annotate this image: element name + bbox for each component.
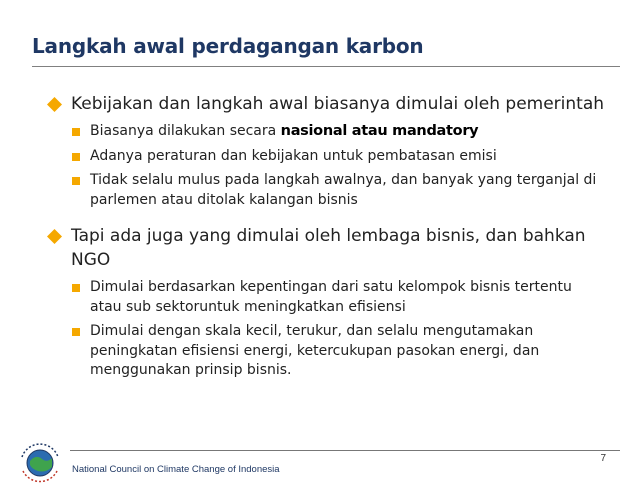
bullet-level2	[44, 147, 604, 167]
square-bullet-icon	[72, 284, 80, 292]
bullet-text-prefix: Biasanya dilakukan secara	[90, 123, 281, 139]
bullet-level1	[44, 224, 604, 272]
diamond-bullet-icon	[47, 229, 62, 244]
bullet-level2	[44, 322, 604, 381]
diamond-bullet-icon	[47, 97, 62, 112]
slide-title: Langkah awal perdagangan karbon	[32, 34, 424, 58]
bullet-text: Tapi ada juga yang dimulai oleh lembaga bisnis, dan bahkan NGO	[71, 226, 586, 270]
title-divider	[32, 66, 620, 67]
bullet-text: Dimulai berdasarkan kepentingan dari satu kelompok bisnis tertentu atau sub sektoruntuk meningkatkan efisiensi	[90, 279, 572, 315]
footer-organization: National Council on Climate Change of Indonesia	[72, 464, 280, 475]
bullet-level2	[44, 171, 604, 210]
emphasis-text: nasional atau mandatory	[280, 123, 479, 139]
square-bullet-icon	[72, 177, 80, 185]
bullet-text: Tidak selalu mulus pada langkah awalnya, dan banyak yang terganjal di parlemen atau ditolak kalangan bisnis	[90, 172, 597, 208]
square-bullet-icon	[72, 153, 80, 161]
bullet-level2	[44, 122, 604, 142]
bullet-text: Dimulai dengan skala kecil, terukur, dan selalu mengutamakan peningkatan efisiensi energi, ketercukupan pasokan energi, dan menggunakan prinsip bisnis.	[90, 323, 540, 378]
page-number: 7	[600, 453, 606, 464]
footer-divider	[70, 450, 620, 451]
slide-content	[44, 92, 604, 381]
bullet-level1	[44, 92, 604, 116]
bullet-text: Adanya peraturan dan kebijakan untuk pembatasan emisi	[90, 147, 497, 164]
square-bullet-icon	[72, 128, 80, 136]
bullet-level2	[44, 278, 604, 317]
council-logo-icon	[16, 437, 64, 485]
square-bullet-icon	[72, 328, 80, 336]
bullet-text: Kebijakan dan langkah awal biasanya dimulai oleh pemerintah	[71, 94, 605, 114]
